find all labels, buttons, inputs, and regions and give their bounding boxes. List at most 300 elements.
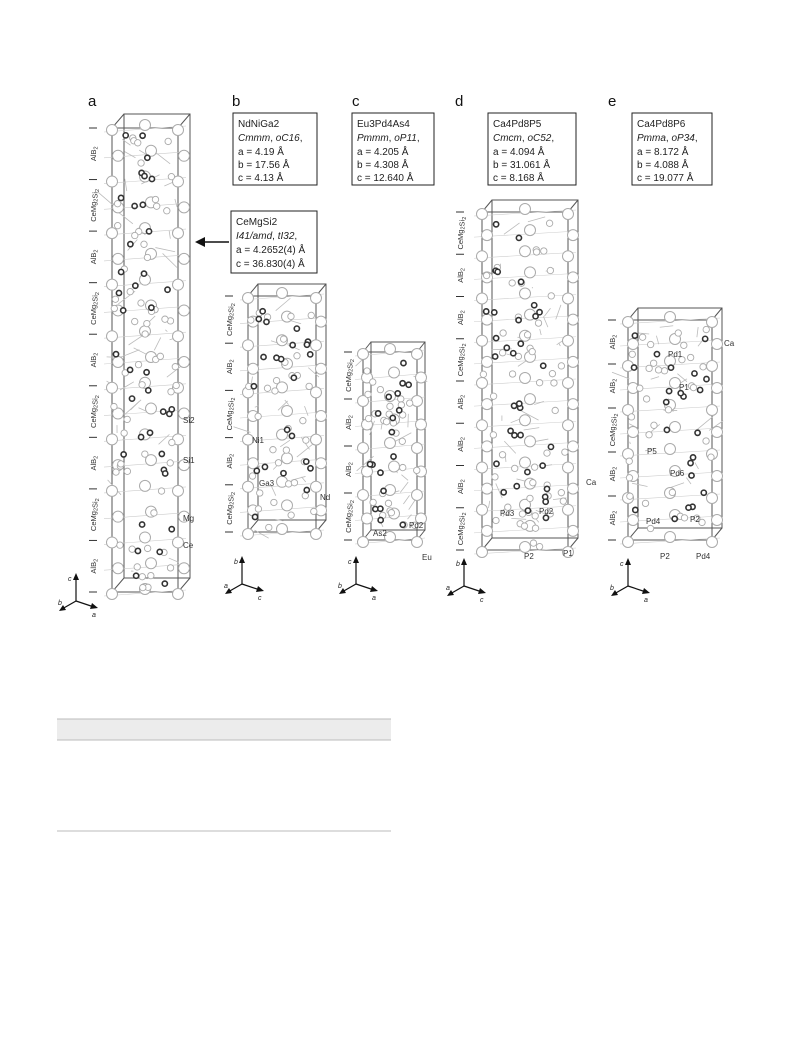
atom-large: [520, 415, 531, 426]
atom-dark: [406, 382, 411, 387]
atom-label: Ga3: [259, 479, 275, 488]
atom-dark: [159, 451, 164, 456]
atom-medium: [629, 351, 635, 357]
atom-dark: [140, 133, 145, 138]
axis-arrow-right: [90, 603, 98, 609]
atom-medium: [151, 510, 157, 516]
atom-large: [311, 293, 322, 304]
axis-arrow-vertical: [73, 573, 79, 580]
atom-large: [477, 462, 488, 473]
atom-large: [173, 331, 184, 342]
atom-medium: [272, 388, 278, 394]
segment-label: AlB$_2$: [344, 415, 355, 430]
atom-medium: [651, 422, 657, 428]
bond: [534, 401, 544, 404]
segment-label: AlB$_2$: [608, 466, 619, 482]
atom-large: [563, 378, 574, 389]
atom-dark: [544, 486, 549, 491]
segment-label: AlB$_2$: [225, 453, 236, 469]
atom-medium: [249, 473, 255, 479]
axis-label-vertical: c: [620, 561, 624, 568]
atom-large: [412, 443, 423, 454]
bond: [543, 316, 548, 327]
atom-dark: [291, 375, 296, 380]
atom-large: [107, 279, 118, 290]
atom-dark: [389, 430, 394, 435]
atom-large: [412, 490, 423, 501]
atom-large: [477, 335, 488, 346]
bond: [528, 217, 545, 222]
segment-label: $CeMg_2Si_2$: [225, 491, 238, 525]
axis-label-vertical: c: [348, 559, 352, 566]
atom-large: [482, 314, 493, 325]
atom-medium: [266, 524, 272, 530]
segment-label: AlB$_2$: [456, 310, 467, 325]
atom-dark: [132, 203, 137, 208]
atom-dark: [145, 155, 150, 160]
atom-label: Ce: [183, 541, 194, 550]
atom-medium: [687, 354, 693, 360]
atom-dark: [543, 499, 548, 504]
atom-medium: [148, 572, 154, 578]
atom-dark: [260, 309, 265, 314]
atom-medium: [490, 432, 496, 438]
segment-label: AlB$_2$: [608, 378, 619, 394]
atom-medium: [639, 334, 645, 340]
atom-large: [568, 399, 579, 410]
atom-large: [568, 356, 579, 367]
bond: [403, 495, 409, 504]
svg-text:Pmma, oP34,: Pmma, oP34,: [637, 133, 698, 144]
atom-dark: [128, 242, 133, 247]
atom-medium: [111, 305, 117, 311]
segment-label: $CeMg_2Si_2$: [89, 498, 101, 532]
atom-dark: [493, 354, 498, 359]
atom-dark: [149, 176, 154, 181]
bond: [169, 558, 179, 562]
atom-medium: [134, 564, 140, 570]
axis-label-left: b: [58, 600, 62, 607]
axis-label-vertical: b: [456, 561, 460, 568]
atom-medium: [121, 430, 127, 436]
bond: [175, 199, 177, 207]
atom-dark: [654, 352, 659, 357]
atom-large: [482, 525, 493, 536]
axes-triad-a: [58, 573, 98, 619]
bond: [120, 382, 134, 390]
atom-large: [311, 481, 322, 492]
panel-letter-a: a: [88, 93, 97, 110]
atom-dark: [631, 365, 636, 370]
atom-large: [107, 537, 118, 548]
atom-medium: [490, 393, 496, 399]
axes-triad-e: [610, 558, 650, 604]
atom-medium: [248, 317, 254, 323]
atom-medium: [665, 407, 671, 413]
atom-dark: [672, 516, 677, 521]
atom-large: [107, 125, 118, 136]
atom-dark: [525, 469, 530, 474]
structure-e: [608, 308, 735, 604]
atom-medium: [294, 353, 300, 359]
atom-medium: [127, 288, 133, 294]
atom-label: Ni1: [252, 436, 265, 445]
bond: [125, 179, 127, 191]
atom-medium: [492, 474, 498, 480]
atom-medium: [406, 400, 412, 406]
atom-large: [707, 537, 718, 548]
atom-medium: [383, 419, 389, 425]
structure-b: [224, 284, 330, 602]
spacegroup-c: Pmmm: [357, 133, 389, 144]
atom-medium: [300, 417, 306, 423]
atom-medium: [547, 267, 553, 273]
atom-dark: [664, 400, 669, 405]
svg-text:Cmmm, oC16,: Cmmm, oC16,: [238, 133, 303, 144]
atom-medium: [655, 367, 661, 373]
atom-large: [712, 471, 723, 482]
atom-large: [563, 209, 574, 220]
atom-dark: [129, 396, 134, 401]
atom-large: [243, 481, 254, 492]
atom-large: [277, 288, 288, 299]
bond: [656, 336, 658, 345]
bond: [511, 518, 526, 519]
atom-dark: [532, 303, 537, 308]
atom-medium: [124, 416, 130, 422]
atom-large: [179, 357, 190, 368]
atom-medium: [132, 318, 138, 324]
atom-medium: [560, 498, 566, 504]
atom-dark: [668, 365, 673, 370]
bond: [612, 372, 629, 379]
atom-medium: [302, 492, 308, 498]
info-box-e: [632, 113, 712, 185]
atom-large: [248, 363, 259, 374]
atom-dark: [121, 308, 126, 313]
segment-label: AlB$_2$: [456, 437, 467, 452]
atom-label: P2: [524, 552, 534, 561]
atom-large: [140, 120, 151, 131]
atom-large: [568, 314, 579, 325]
atom-medium: [152, 196, 158, 202]
atom-medium: [650, 360, 656, 366]
formula-e: Ca4Pd8P6: [637, 119, 686, 130]
atom-medium: [558, 363, 564, 369]
atom-large: [482, 483, 493, 494]
bond: [698, 416, 714, 429]
atom-medium: [255, 506, 261, 512]
callout-c: c = 36.830(4) Å: [236, 259, 305, 270]
atom-medium: [512, 465, 518, 471]
atom-large: [140, 480, 151, 491]
atom-dark: [304, 342, 309, 347]
atom-dark: [378, 506, 383, 511]
bond: [632, 483, 647, 486]
axis-arrow-vertical: [353, 556, 359, 563]
atom-large: [477, 504, 488, 515]
axes-triad-b: [224, 556, 264, 602]
spacegroup-b: Cmmm: [238, 133, 271, 144]
atom-medium: [111, 403, 117, 409]
atom-medium: [558, 489, 564, 495]
atom-large: [311, 434, 322, 445]
atom-medium: [530, 479, 536, 485]
callout-formula: CeMgSi2: [236, 217, 278, 228]
axis-label-right: a: [372, 595, 376, 602]
atom-medium: [135, 361, 141, 367]
atom-label: Eu: [422, 553, 432, 562]
atom-medium: [114, 200, 120, 206]
atom-medium: [311, 508, 317, 514]
atom-medium: [164, 208, 170, 214]
atom-large: [389, 461, 400, 472]
bond: [400, 482, 408, 492]
atom-dark: [386, 394, 391, 399]
atom-large: [358, 443, 369, 454]
atom-medium: [173, 382, 179, 388]
atom-label: Si2: [183, 416, 195, 425]
atom-medium: [519, 511, 525, 517]
atom-large: [358, 490, 369, 501]
segment-label: AlB$_2$: [608, 334, 619, 350]
atom-medium: [138, 160, 144, 166]
atom-large: [707, 361, 718, 372]
segment-label: AlB$_2$: [89, 352, 100, 368]
pearson-c: oP11: [394, 133, 417, 144]
atom-dark: [378, 470, 383, 475]
atom-dark: [264, 319, 269, 324]
atom-label: Nd: [320, 493, 331, 502]
atom-label: P2: [660, 552, 670, 561]
atom-large: [416, 419, 427, 430]
axis-arrow-vertical: [625, 558, 631, 565]
atom-dark: [698, 387, 703, 392]
bond: [504, 223, 520, 234]
atom-dark: [666, 389, 671, 394]
atom-large: [385, 438, 396, 449]
lattice-a-d: a = 4.094 Å: [493, 147, 545, 158]
atom-large: [282, 453, 293, 464]
atom-dark: [274, 355, 279, 360]
atom-dark: [146, 229, 151, 234]
atom-dark: [494, 222, 499, 227]
atom-label: P5: [647, 447, 657, 456]
atom-medium: [388, 510, 394, 516]
atom-medium: [646, 432, 652, 438]
atom-dark: [127, 367, 132, 372]
atom-dark: [688, 460, 693, 465]
atom-medium: [303, 437, 309, 443]
atom-dark: [141, 271, 146, 276]
atom-large: [107, 589, 118, 600]
bond: [697, 327, 698, 337]
atom-medium: [642, 500, 648, 506]
structure-a: [58, 114, 195, 619]
bond: [407, 515, 411, 520]
atom-medium: [387, 403, 393, 409]
atom-large: [113, 511, 124, 522]
atom-dark: [290, 342, 295, 347]
atom-large: [482, 441, 493, 452]
bond: [155, 248, 175, 252]
bond: [285, 400, 289, 405]
atom-medium: [370, 379, 376, 385]
atom-dark: [504, 345, 509, 350]
atom-large: [520, 204, 531, 215]
atom-medium: [168, 389, 174, 395]
panel-letter-d: d: [455, 93, 464, 110]
atom-medium: [273, 377, 279, 383]
atom-large: [628, 339, 639, 350]
atom-medium: [532, 513, 538, 519]
atom-large: [107, 434, 118, 445]
lattice-b-d: b = 31.061 Å: [493, 160, 550, 171]
atom-medium: [544, 450, 550, 456]
atom-large: [173, 279, 184, 290]
formula-c: Eu3Pd4As4: [357, 119, 410, 130]
segment-label: AlB$_2$: [456, 268, 467, 283]
atom-large: [113, 357, 124, 368]
atom-medium: [681, 515, 687, 521]
bond: [504, 441, 516, 453]
atom-medium: [549, 370, 555, 376]
atom-medium: [364, 368, 370, 374]
atom-label: Ca: [724, 339, 735, 348]
atom-medium: [117, 542, 123, 548]
atom-dark: [294, 326, 299, 331]
atom-medium: [285, 481, 291, 487]
atom-dark: [501, 490, 506, 495]
segment-label: $CeMg_2Si_2$: [456, 512, 468, 546]
atom-large: [712, 339, 723, 350]
atom-large: [563, 335, 574, 346]
panel-letter-e: e: [608, 93, 617, 110]
atom-medium: [703, 326, 709, 332]
axis-label-right: a: [92, 612, 96, 619]
axis-label-vertical: b: [234, 559, 238, 566]
bond: [544, 308, 550, 316]
atom-large: [712, 383, 723, 394]
atom-medium: [500, 330, 506, 336]
atom-medium: [135, 140, 141, 146]
atom-dark: [541, 363, 546, 368]
atom-medium: [264, 385, 270, 391]
atom-dark: [400, 522, 405, 527]
atom-label: Pd3: [500, 509, 515, 518]
atom-medium: [257, 490, 263, 496]
segment-label: $CeMg_2Si_2$: [225, 397, 237, 431]
segment-label: AlB$_2$: [456, 479, 467, 494]
atom-medium: [548, 293, 554, 299]
atom-large: [173, 485, 184, 496]
atom-medium: [288, 512, 294, 518]
atom-medium: [124, 468, 130, 474]
callout-spacegroup: I41/amd: [236, 231, 273, 242]
atom-dark: [147, 430, 152, 435]
atom-dark: [162, 581, 167, 586]
atom-label: P1: [563, 549, 573, 558]
bond: [280, 440, 290, 447]
bond: [122, 139, 130, 145]
segment-label: AlB$_2$: [344, 462, 355, 477]
atom-large: [316, 411, 327, 422]
atom-medium: [139, 382, 145, 388]
atom-dark: [252, 514, 257, 519]
atom-medium: [370, 499, 376, 505]
atom-large: [173, 125, 184, 136]
atom-label: Mg: [183, 514, 195, 523]
atom-large: [563, 420, 574, 431]
atom-large: [146, 403, 157, 414]
lattice-b-c: b = 4.308 Å: [357, 160, 409, 171]
atom-large: [179, 305, 190, 316]
bond: [651, 377, 659, 380]
segment-label: $CeMg_2Si_2$: [89, 188, 101, 222]
atom-label: Pd6: [670, 469, 685, 478]
atom-large: [525, 225, 536, 236]
atom-large: [520, 457, 531, 468]
bond: [276, 298, 291, 310]
axis-arrow-right: [642, 588, 650, 594]
bond: [304, 406, 308, 416]
atom-medium: [168, 173, 174, 179]
lattice-a-b: a = 4.19 Å: [238, 147, 284, 158]
atom-large: [525, 394, 536, 405]
atom-dark: [518, 341, 523, 346]
segment-label: AlB$_2$: [608, 510, 619, 526]
atom-dark: [633, 507, 638, 512]
atom-medium: [144, 254, 150, 260]
atom-dark: [494, 336, 499, 341]
atom-medium: [280, 336, 286, 342]
callout-arrow: [195, 237, 229, 247]
atom-large: [520, 288, 531, 299]
atom-medium: [661, 368, 667, 374]
atom-dark: [695, 430, 700, 435]
atom-medium: [377, 386, 383, 392]
bond: [695, 463, 699, 469]
axis-arrow-right: [370, 586, 378, 592]
formula-d: Ca4Pd8P5: [493, 119, 542, 130]
atom-dark: [495, 269, 500, 274]
atom-medium: [113, 469, 119, 475]
atom-dark: [703, 336, 708, 341]
atom-medium: [167, 565, 173, 571]
atom-large: [568, 272, 579, 283]
atom-dark: [533, 314, 538, 319]
segment-label: AlB$_2$: [225, 359, 236, 375]
atom-medium: [165, 138, 171, 144]
atom-large: [712, 427, 723, 438]
bond: [540, 329, 541, 335]
atom-label: Pd4: [696, 552, 711, 561]
axis-label-right: c: [258, 595, 262, 602]
atom-large: [362, 513, 373, 524]
axis-label-vertical: c: [68, 576, 72, 583]
atom-medium: [385, 500, 391, 506]
atom-dark: [367, 462, 372, 467]
atom-medium: [275, 460, 281, 466]
lattice-a-e: a = 8.172 Å: [637, 147, 689, 158]
atom-dark: [686, 505, 691, 510]
atom-medium: [627, 493, 633, 499]
atom-large: [173, 537, 184, 548]
atom-medium: [700, 364, 706, 370]
atom-medium: [637, 385, 643, 391]
atom-medium: [414, 467, 420, 473]
atom-dark: [165, 287, 170, 292]
